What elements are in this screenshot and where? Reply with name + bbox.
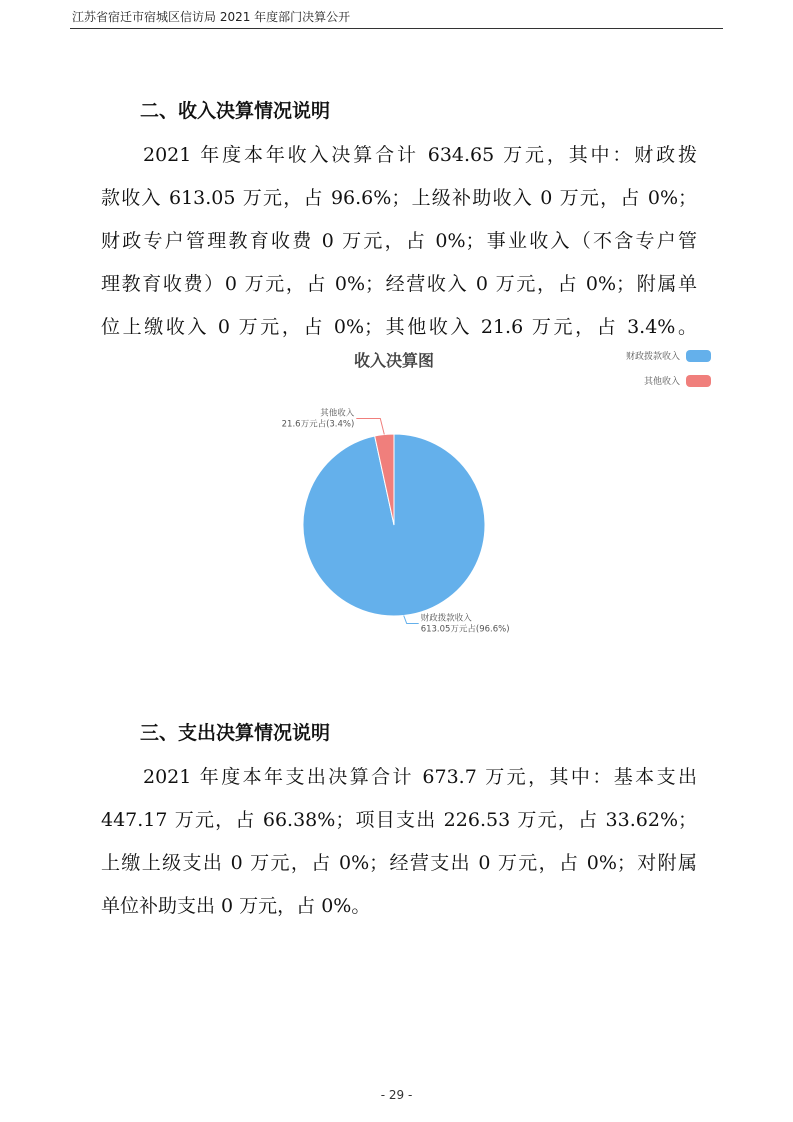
pie-label-value: 21.6万元占(3.4%) (281, 419, 355, 430)
legend-label: 财政拨款收入 (625, 352, 680, 362)
pie-label-name: 其他收入 (320, 408, 355, 419)
pie-slices (303, 434, 485, 616)
section-expense-title: 三、支出决算情况说明 (140, 722, 331, 744)
income-pie-chart (240, 340, 720, 660)
page-header (70, 6, 723, 29)
paragraph-line: 单位补助支出 0 万元，占 0%。 (101, 895, 371, 917)
legend-swatch (686, 375, 711, 387)
legend-label: 其他收入 (643, 377, 680, 387)
paragraph-line: 理教育收费）0 万元，占 0%；经营收入 0 万元，占 0%；附属单 (101, 273, 697, 295)
paragraph-line: 位上缴收入 0 万元，占 0%；其他收入 21.6 万元，占 3.4%。 (101, 316, 697, 338)
page-number: - 29 - (380, 1088, 413, 1102)
paragraph-line: 款收入 613.05 万元，占 96.6%；上级补助收入 0 万元，占 0%； (101, 187, 697, 209)
paragraph-line: 上缴上级支出 0 万元，占 0%；经营支出 0 万元，占 0%；对附属 (101, 852, 697, 874)
pie-leader-line (404, 616, 419, 624)
pie-label-name: 财政拨款收入 (420, 613, 472, 624)
chart-title: 收入决算图 (353, 351, 435, 370)
paragraph-line: 2021 年度本年支出决算合计 673.7 万元，其中：基本支出 (143, 766, 697, 788)
pie-label-value: 613.05万元占(96.6%) (420, 624, 510, 635)
paragraph-line: 2021 年度本年收入决算合计 634.65 万元，其中：财政拨 (143, 144, 697, 166)
paragraph-line: 447.17 万元，占 66.38%；项目支出 226.53 万元，占 33.62%； (101, 809, 697, 831)
section-income-title: 二、收入决算情况说明 (140, 100, 331, 122)
section-expense-paragraph (101, 756, 697, 928)
paragraph-line: 财政专户管理教育收费 0 万元，占 0%；事业收入（不含专户管 (101, 230, 697, 252)
legend-swatch (686, 350, 711, 362)
pie-leader-line (356, 419, 384, 435)
chart-legend (626, 350, 711, 387)
section-income-paragraph (101, 134, 697, 349)
header-title: 江苏省宿迁市宿城区信访局 2021 年度部门决算公开 (72, 10, 351, 24)
